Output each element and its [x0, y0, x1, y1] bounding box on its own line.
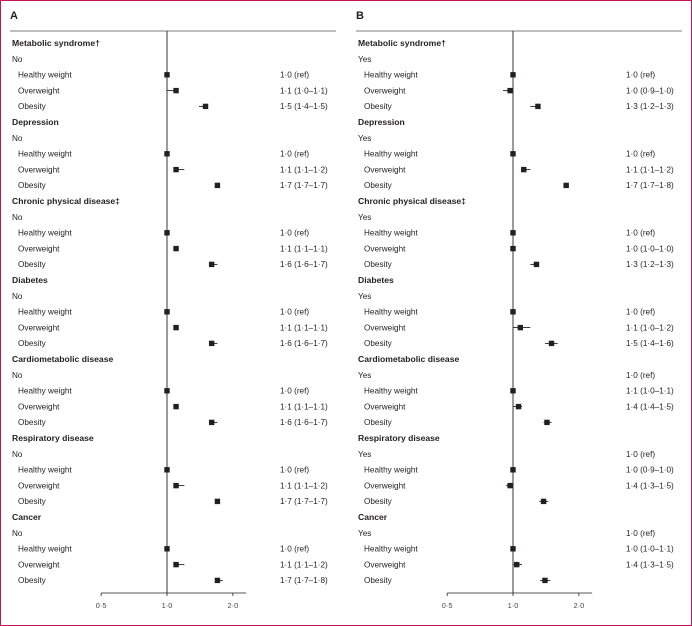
panel-b	[356, 10, 682, 610]
row-label: Healthy weight	[364, 386, 418, 396]
row-label: Overweight	[18, 86, 60, 96]
subgroup-label: Yes	[358, 449, 372, 459]
row-label: Overweight	[18, 402, 60, 412]
point-estimate	[173, 562, 178, 567]
section-title: Depression	[358, 117, 405, 127]
row-label: Overweight	[364, 402, 406, 412]
estimate-text: 1·0 (ref)	[280, 307, 310, 317]
section-title: Diabetes	[12, 275, 48, 285]
estimate-text: 1·0 (0·9–1·0)	[626, 465, 674, 475]
point-estimate	[514, 562, 519, 567]
point-estimate	[173, 325, 178, 330]
estimate-text: 1·0 (ref)	[626, 228, 656, 238]
estimate-text: 1·7 (1·7–1·7)	[280, 181, 328, 191]
subgroup-label: Yes	[358, 212, 372, 222]
subgroup-label: Yes	[358, 133, 372, 143]
estimate-text: 1·1 (1·1–1·2)	[280, 560, 328, 570]
row-label: Healthy weight	[18, 544, 72, 554]
point-estimate	[510, 467, 515, 472]
subgroup-label: Yes	[358, 528, 372, 538]
row-label: Healthy weight	[18, 307, 72, 317]
point-estimate	[510, 246, 515, 251]
section-title: Depression	[12, 117, 59, 127]
row-label: Healthy weight	[18, 228, 72, 238]
point-estimate	[164, 309, 169, 314]
point-estimate	[215, 499, 220, 504]
section-title: Cancer	[12, 512, 42, 522]
point-estimate	[164, 388, 169, 393]
subgroup-label: No	[12, 291, 23, 301]
point-estimate	[209, 262, 214, 267]
estimate-text: 1·7 (1·7–1·8)	[280, 576, 328, 586]
point-estimate	[534, 262, 539, 267]
estimate-text: 1·0 (ref)	[280, 544, 310, 554]
row-label: Healthy weight	[364, 465, 418, 475]
point-estimate	[535, 104, 540, 109]
point-estimate	[173, 88, 178, 93]
row-label: Obesity	[18, 576, 46, 586]
subgroup-label: Yes	[358, 370, 372, 380]
row-label: Overweight	[18, 481, 60, 491]
row-label: Overweight	[18, 165, 60, 175]
point-estimate	[510, 72, 515, 77]
row-label: Obesity	[18, 102, 46, 112]
point-estimate	[510, 230, 515, 235]
subgroup-label: No	[12, 54, 23, 64]
section-title: Respiratory disease	[358, 433, 440, 443]
point-estimate	[164, 230, 169, 235]
row-label: Obesity	[18, 497, 46, 507]
panel-letter: B	[356, 10, 364, 22]
estimate-text: 1·0 (1·0–1·1)	[626, 544, 674, 554]
section-title: Chronic physical disease‡	[358, 196, 466, 206]
row-label: Overweight	[18, 560, 60, 570]
estimate-text: 1·0 (ref)	[626, 449, 656, 459]
point-estimate	[542, 578, 547, 583]
estimate-text: 1·4 (1·3–1·5)	[626, 560, 674, 570]
estimate-text: 1·4 (1·3–1·5)	[626, 481, 674, 491]
point-estimate	[209, 341, 214, 346]
estimate-text: 1·6 (1·6–1·7)	[280, 418, 328, 428]
point-estimate	[164, 467, 169, 472]
estimate-text: 1·0 (ref)	[626, 70, 656, 80]
point-estimate	[203, 104, 208, 109]
estimate-text: 1·0 (ref)	[280, 386, 310, 396]
row-label: Obesity	[18, 339, 46, 349]
point-estimate	[544, 420, 549, 425]
section-title: Cardiometabolic disease	[358, 354, 460, 364]
estimate-text: 1·1 (1·1–1·1)	[280, 402, 328, 412]
row-label: Healthy weight	[364, 70, 418, 80]
x-tick-label: 1·0	[507, 601, 519, 610]
estimate-text: 1·0 (ref)	[280, 228, 310, 238]
point-estimate	[510, 388, 515, 393]
row-label: Obesity	[18, 181, 46, 191]
estimate-text: 1·1 (1·0–1·1)	[280, 86, 328, 96]
subgroup-label: No	[12, 212, 23, 222]
point-estimate	[164, 72, 169, 77]
estimate-text: 1·3 (1·2–1·3)	[626, 260, 674, 270]
row-label: Healthy weight	[364, 307, 418, 317]
row-label: Overweight	[364, 323, 406, 333]
point-estimate	[209, 420, 214, 425]
row-label: Healthy weight	[18, 465, 72, 475]
point-estimate	[510, 151, 515, 156]
point-estimate	[541, 499, 546, 504]
estimate-text: 1·0 (ref)	[626, 307, 656, 317]
point-estimate	[563, 183, 568, 188]
section-title: Respiratory disease	[12, 433, 94, 443]
point-estimate	[215, 578, 220, 583]
estimate-text: 1·7 (1·7–1·7)	[280, 497, 328, 507]
estimate-text: 1·7 (1·7–1·8)	[626, 181, 674, 191]
point-estimate	[521, 167, 526, 172]
row-label: Obesity	[364, 497, 392, 507]
row-label: Overweight	[18, 323, 60, 333]
panel-a	[10, 10, 336, 610]
row-label: Obesity	[364, 102, 392, 112]
estimate-text: 1·1 (1·1–1·2)	[626, 165, 674, 175]
row-label: Obesity	[18, 260, 46, 270]
row-label: Obesity	[364, 339, 392, 349]
estimate-text: 1·5 (1·4–1·5)	[280, 102, 328, 112]
point-estimate	[164, 546, 169, 551]
estimate-text: 1·5 (1·4–1·6)	[626, 339, 674, 349]
estimate-text: 1·0 (ref)	[280, 149, 310, 159]
point-estimate	[164, 151, 169, 156]
row-label: Overweight	[364, 560, 406, 570]
point-estimate	[507, 483, 512, 488]
estimate-text: 1·1 (1·1–1·2)	[280, 165, 328, 175]
section-title: Chronic physical disease‡	[12, 196, 120, 206]
x-tick-label: 0·5	[441, 601, 453, 610]
point-estimate	[549, 341, 554, 346]
row-label: Healthy weight	[18, 149, 72, 159]
point-estimate	[516, 404, 521, 409]
panel-letter: A	[10, 10, 18, 22]
row-label: Healthy weight	[18, 70, 72, 80]
point-estimate	[173, 483, 178, 488]
row-label: Obesity	[364, 260, 392, 270]
row-label: Overweight	[364, 86, 406, 96]
point-estimate	[173, 246, 178, 251]
point-estimate	[215, 183, 220, 188]
estimate-text: 1·1 (1·0–1·2)	[626, 323, 674, 333]
estimate-text: 1·1 (1·1–1·1)	[280, 244, 328, 254]
section-title: Metabolic syndrome†	[12, 38, 100, 48]
estimate-text: 1·0 (ref)	[626, 528, 656, 538]
subgroup-label: Yes	[358, 291, 372, 301]
subgroup-label: Yes	[358, 54, 372, 64]
estimate-text: 1·3 (1·2–1·3)	[626, 102, 674, 112]
row-label: Overweight	[18, 244, 60, 254]
row-label: Overweight	[364, 481, 406, 491]
estimate-text: 1·0 (ref)	[280, 70, 310, 80]
row-label: Obesity	[364, 418, 392, 428]
estimate-text: 1·1 (1·1–1·2)	[280, 481, 328, 491]
estimate-text: 1·0 (ref)	[626, 370, 656, 380]
estimate-text: 1·6 (1·6–1·7)	[280, 260, 328, 270]
x-tick-label: 0·5	[95, 601, 107, 610]
estimate-text: 1·6 (1·6–1·7)	[280, 339, 328, 349]
estimate-text: 1·4 (1·4–1·5)	[626, 402, 674, 412]
row-label: Healthy weight	[364, 544, 418, 554]
row-label: Healthy weight	[364, 149, 418, 159]
point-estimate	[173, 167, 178, 172]
row-label: Overweight	[364, 244, 406, 254]
row-label: Overweight	[364, 165, 406, 175]
point-estimate	[173, 404, 178, 409]
row-label: Obesity	[364, 576, 392, 586]
estimate-text: 1·0 (1·0–1·0)	[626, 244, 674, 254]
point-estimate	[510, 546, 515, 551]
estimate-text: 1·1 (1·1–1·1)	[280, 323, 328, 333]
row-label: Healthy weight	[18, 386, 72, 396]
point-estimate	[518, 325, 523, 330]
subgroup-label: No	[12, 370, 23, 380]
x-tick-label: 1·0	[161, 601, 173, 610]
section-title: Metabolic syndrome†	[358, 38, 446, 48]
x-tick-label: 2·0	[227, 601, 239, 610]
estimate-text: 1·0 (0·9–1·0)	[626, 86, 674, 96]
estimate-text: 1·1 (1·0–1·1)	[626, 386, 674, 396]
point-estimate	[510, 309, 515, 314]
subgroup-label: No	[12, 528, 23, 538]
row-label: Obesity	[364, 181, 392, 191]
section-title: Diabetes	[358, 275, 394, 285]
point-estimate	[507, 88, 512, 93]
section-title: Cardiometabolic disease	[12, 354, 114, 364]
subgroup-label: No	[12, 133, 23, 143]
subgroup-label: No	[12, 449, 23, 459]
section-title: Cancer	[358, 512, 388, 522]
row-label: Healthy weight	[364, 228, 418, 238]
x-tick-label: 2·0	[573, 601, 585, 610]
estimate-text: 1·0 (ref)	[626, 149, 656, 159]
row-label: Obesity	[18, 418, 46, 428]
estimate-text: 1·0 (ref)	[280, 465, 310, 475]
